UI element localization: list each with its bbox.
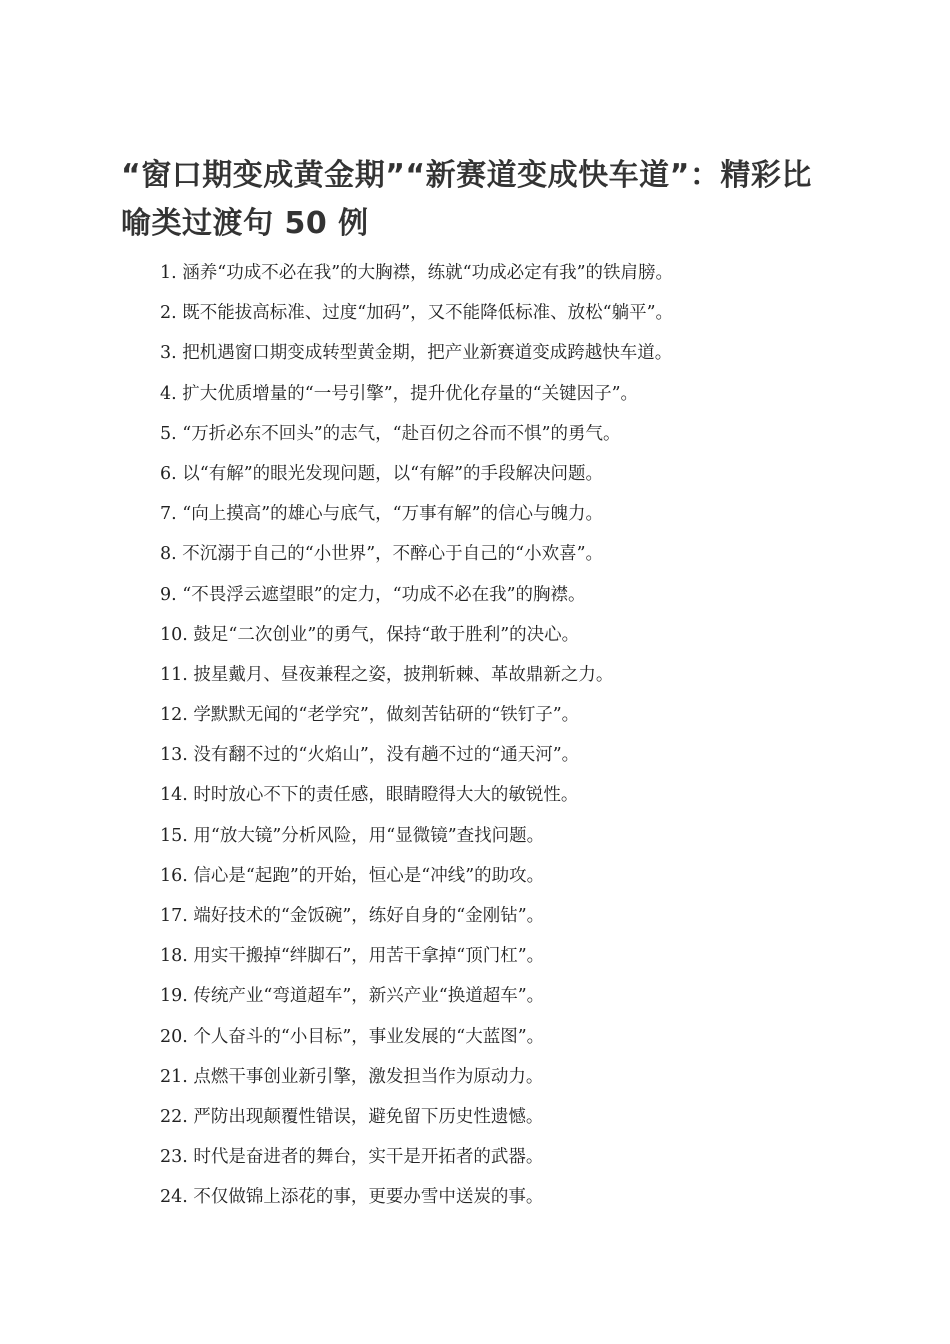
list-item: 2. 既不能拔高标准、过度“加码”，又不能降低标准、放松“躺平”。	[160, 303, 674, 324]
list-item: 24. 不仅做锦上添花的事，更要办雪中送炭的事。	[160, 1187, 544, 1208]
list-item: 17. 端好技术的“金饭碗”，练好自身的“金刚钻”。	[160, 906, 545, 926]
list-item: 19. 传统产业“弯道超车”，新兴产业“换道超车”。	[160, 986, 545, 1007]
transition-sentence-list	[160, 258, 840, 1223]
list-item: 4. 扩大优质增量的“一号引擎”，提升优化存量的“关键因子”。	[160, 383, 639, 404]
list-item: 15. 用“放大镜”分析风险，用“显微镜”查找问题。	[160, 825, 545, 846]
list-item: 3. 把机遇窗口期变成转型黄金期，把产业新赛道变成跨越快车道。	[160, 343, 673, 364]
list-item: 8. 不沉溺于自己的“小世界”，不醉心于自己的“小欢喜”。	[160, 544, 604, 565]
list-item: 13. 没有翻不过的“火焰山”，没有趟不过的“通天河”。	[160, 745, 580, 766]
list-item: 23. 时代是奋进者的舞台，实干是开拓者的武器。	[160, 1147, 544, 1168]
list-item: 5. “万折必东不回头”的志气，“赴百仞之谷而不惧”的勇气。	[160, 423, 621, 444]
list-item: 10. 鼓足“二次创业”的勇气，保持“敢于胜利”的决心。	[160, 624, 580, 645]
list-item: 16. 信心是“起跑”的开始，恒心是“冲线”的助攻。	[160, 865, 545, 886]
list-item: 9. “不畏浮云遮望眼”的定力，“功成不必在我”的胸襟。	[160, 584, 586, 605]
list-item: 21. 点燃干事创业新引擎，激发担当作为原动力。	[160, 1066, 544, 1087]
list-item: 22. 严防出现颠覆性错误，避免留下历史性遗憾。	[160, 1106, 544, 1127]
list-item: 14. 时时放心不下的责任感，眼睛瞪得大大的敏锐性。	[160, 785, 579, 806]
list-item: 1. 涵养“功成不必在我”的大胸襟，练就“功成必定有我”的铁肩膀。	[160, 263, 674, 283]
document-title: “窗口期变成黄金期”“新赛道变成快车道”：精彩比喻类过渡句 50 例	[121, 158, 812, 241]
list-item: 6. 以“有解”的眼光发现问题，以“有解”的手段解决问题。	[160, 463, 604, 484]
list-item: 7. “向上摸高”的雄心与底气，“万事有解”的信心与魄力。	[160, 504, 604, 525]
list-item: 11. 披星戴月、昼夜兼程之姿，披荆斩棘、革故鼎新之力。	[160, 664, 614, 685]
list-item: 12. 学默默无闻的“老学究”，做刻苦钻研的“铁钉子”。	[160, 705, 580, 726]
list-item: 18. 用实干搬掉“绊脚石”，用苦干拿掉“顶门杠”。	[160, 946, 545, 967]
list-item: 20. 个人奋斗的“小目标”，事业发展的“大蓝图”。	[160, 1026, 545, 1047]
